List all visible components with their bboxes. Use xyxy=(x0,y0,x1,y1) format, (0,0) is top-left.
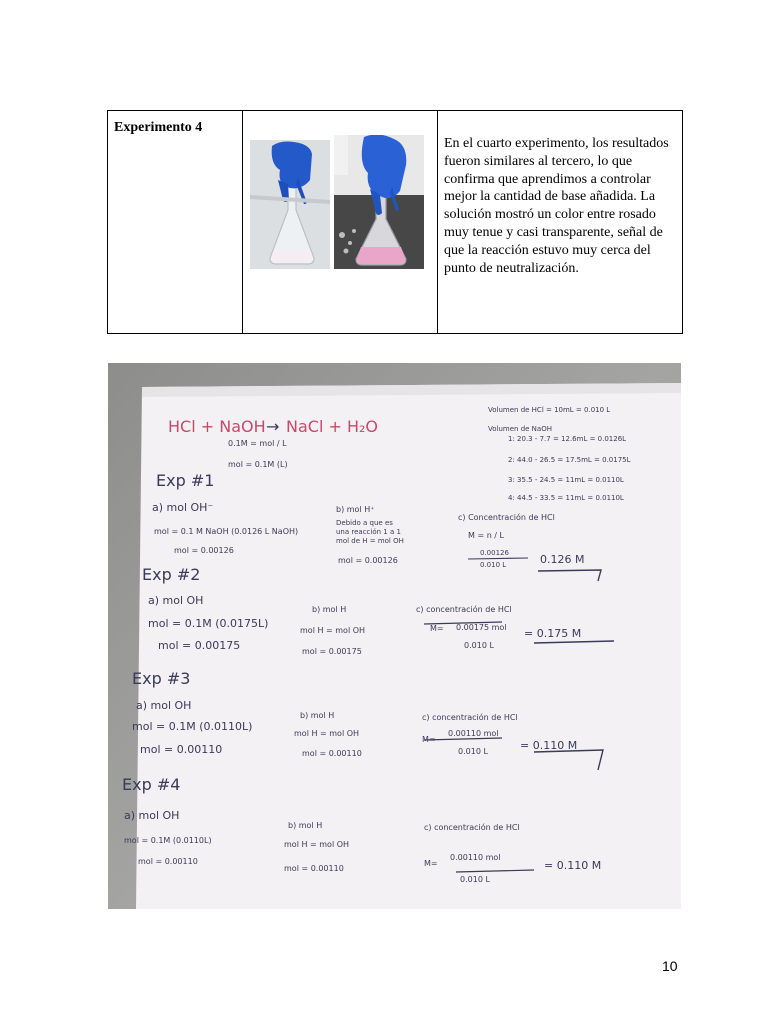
exp3-a-line1: mol = 0.1M (0.0110L) xyxy=(132,720,253,733)
volume-row-4: 4: 44.5 - 33.5 = 11mL = 0.0110L xyxy=(508,494,624,502)
exp2-b-line2: mol = 0.00175 xyxy=(302,647,362,656)
exp1-a-line1: mol = 0.1 M NaOH (0.0126 L NaOH) xyxy=(154,527,299,536)
handwritten-notes-photo xyxy=(108,363,681,909)
exp3-a-title: a) mol OH xyxy=(136,699,192,712)
volume-naoh-title: Volumen de NaOH xyxy=(488,425,552,433)
exp1-a-title: a) mol OH⁻ xyxy=(152,501,214,514)
molarity-formula: 0.1M = mol / L xyxy=(228,439,287,448)
exp3-b-title: b) mol H xyxy=(300,711,335,720)
exp2-c-result: = 0.175 M xyxy=(524,627,582,640)
volume-row-2: 2: 44.0 - 26.5 = 17.5mL = 0.0175L xyxy=(508,456,631,464)
equation-left: HCl + NaOH xyxy=(168,417,266,436)
experiment-label: Experimento 4 xyxy=(114,120,203,135)
exp4-title: Exp #4 xyxy=(122,775,181,794)
exp4-c-m: M= xyxy=(424,859,438,868)
exp1-b-line4: mol = 0.00126 xyxy=(338,556,398,565)
exp3-c-m: M= xyxy=(422,735,436,744)
equation-arrow: → xyxy=(266,417,280,436)
equation-right: NaCl + H₂O xyxy=(286,417,379,436)
exp2-c-m: M= xyxy=(430,624,444,633)
exp1-c-result: 0.126 M xyxy=(540,553,585,566)
exp1-title: Exp #1 xyxy=(156,471,215,490)
exp2-a-title: a) mol OH xyxy=(148,594,204,607)
flask-photo-clear xyxy=(250,140,330,269)
flask-photo-pink xyxy=(334,135,424,269)
exp3-b-line1: mol H = mol OH xyxy=(294,729,360,738)
exp4-c-num: 0.00110 mol xyxy=(450,853,501,862)
exp1-c-line1: M = n / L xyxy=(468,531,504,540)
exp1-b-line1: Debido a que es xyxy=(336,519,393,527)
exp4-c-title: c) concentración de HCl xyxy=(424,823,520,832)
exp2-b-line1: mol H = mol OH xyxy=(300,626,366,635)
exp3-c-title: c) concentración de HCl xyxy=(422,713,518,722)
exp3-a-line2: mol = 0.00110 xyxy=(140,743,223,756)
exp2-a-line1: mol = 0.1M (0.0175L) xyxy=(148,617,269,630)
exp2-c-title: c) concentración de HCl xyxy=(416,605,512,614)
photo-cell xyxy=(243,111,438,334)
exp1-a-line2: mol = 0.00126 xyxy=(174,546,234,555)
exp2-a-line2: mol = 0.00175 xyxy=(158,639,241,652)
exp2-c-num: 0.00175 mol xyxy=(456,623,507,632)
exp4-b-line2: mol = 0.00110 xyxy=(284,864,344,873)
volume-hcl: Volumen de HCl = 10mL = 0.010 L xyxy=(488,406,611,414)
exp1-c-den: 0.010 L xyxy=(480,561,507,569)
exp1-c-num: 0.00126 xyxy=(480,549,509,557)
exp4-a-line1: mol = 0.1M (0.0110L) xyxy=(124,836,212,845)
exp2-b-title: b) mol H xyxy=(312,605,347,614)
exp2-title: Exp #2 xyxy=(142,565,201,584)
exp1-c-title: c) Concentración de HCl xyxy=(458,513,555,522)
exp3-c-result: = 0.110 M xyxy=(520,739,578,752)
volume-row-1: 1: 20.3 - 7.7 = 12.6mL = 0.0126L xyxy=(508,435,627,443)
exp1-b-line2: una reacción 1 a 1 xyxy=(336,528,401,536)
exp1-b-title: b) mol H⁺ xyxy=(336,505,375,514)
exp4-b-line1: mol H = mol OH xyxy=(284,840,350,849)
mol-formula: mol = 0.1M (L) xyxy=(228,460,288,469)
experiment-description: En el cuarto experimento, los resultados fueron similares al tercero, lo que confirma que aprendimos a controlar mejor la cantidad de base añadida. La solución mostró un color entre rosado muy tenue y casi transparente, señal de que la reacción estuvo muy cerca del punto de neutralización. xyxy=(444,136,669,276)
page-number: 10 xyxy=(662,958,678,974)
exp4-b-title: b) mol H xyxy=(288,821,323,830)
exp3-c-den: 0.010 L xyxy=(458,747,488,756)
description-cell xyxy=(438,111,683,334)
volume-row-3: 3: 35.5 - 24.5 = 11mL = 0.0110L xyxy=(508,476,624,484)
exp4-c-den: 0.010 L xyxy=(460,875,490,884)
exp4-a-line2: mol = 0.00110 xyxy=(138,857,198,866)
exp4-a-title: a) mol OH xyxy=(124,809,180,822)
label-cell xyxy=(108,111,243,334)
notes-text-layer xyxy=(108,363,681,909)
exp3-b-line2: mol = 0.00110 xyxy=(302,749,362,758)
exp1-b-line3: mol de H = mol OH xyxy=(336,537,404,545)
exp2-c-den: 0.010 L xyxy=(464,641,494,650)
experiment-table xyxy=(107,110,683,334)
exp3-title: Exp #3 xyxy=(132,669,191,688)
exp4-c-result: = 0.110 M xyxy=(544,859,602,872)
table-row xyxy=(108,111,683,334)
exp3-c-num: 0.00110 mol xyxy=(448,729,499,738)
